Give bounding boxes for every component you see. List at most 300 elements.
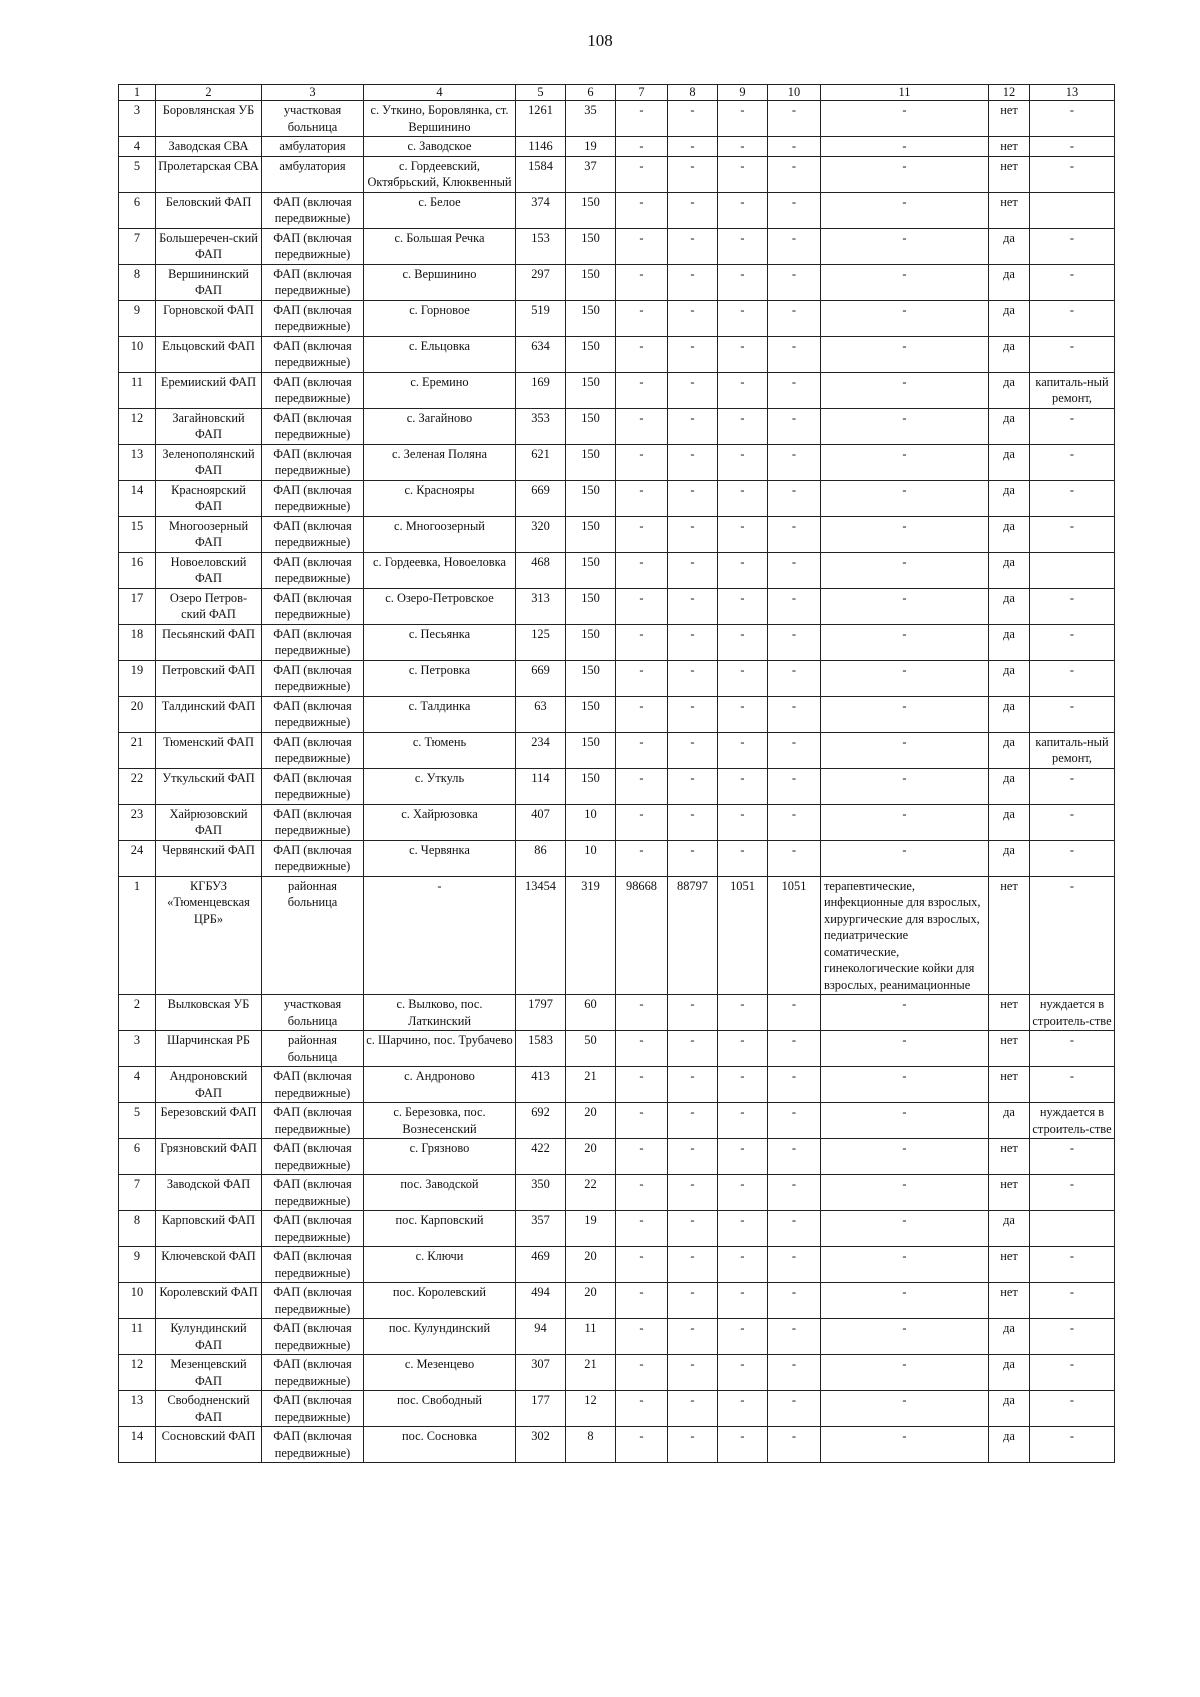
table-cell: 150 <box>566 480 616 516</box>
table-cell: ФАП (включая передвижные) <box>262 624 364 660</box>
table-row <box>119 408 1115 444</box>
table-cell: 10 <box>566 840 616 876</box>
table-cell: - <box>1030 1175 1115 1211</box>
table-cell: 114 <box>516 768 566 804</box>
table-cell: Мезенцевский ФАП <box>156 1355 262 1391</box>
table-cell: 14 <box>119 480 156 516</box>
table-cell: Ключевской ФАП <box>156 1247 262 1283</box>
table-cell: 1146 <box>516 137 566 157</box>
table-cell: - <box>718 804 768 840</box>
table-cell: Беловский ФАП <box>156 192 262 228</box>
table-cell: 94 <box>516 1319 566 1355</box>
table-cell: 150 <box>566 696 616 732</box>
table-cell: - <box>718 1427 768 1463</box>
table-cell: Грязновский ФАП <box>156 1139 262 1175</box>
table-row <box>119 1211 1115 1247</box>
table-cell: - <box>616 1103 668 1139</box>
table-cell: 150 <box>566 588 616 624</box>
table-cell: 60 <box>566 995 616 1031</box>
table-cell: - <box>616 516 668 552</box>
table-cell: 1584 <box>516 156 566 192</box>
table-row <box>119 1391 1115 1427</box>
table-cell: нет <box>989 1283 1030 1319</box>
table-cell: нет <box>989 1067 1030 1103</box>
table-cell: 150 <box>566 624 616 660</box>
table-cell: - <box>616 624 668 660</box>
table-row <box>119 1103 1115 1139</box>
table-cell: нет <box>989 876 1030 995</box>
table-cell: - <box>768 840 821 876</box>
table-cell: 1051 <box>768 876 821 995</box>
table-cell: да <box>989 1211 1030 1247</box>
table-cell: 150 <box>566 768 616 804</box>
table-cell: - <box>616 1283 668 1319</box>
table-cell: - <box>768 768 821 804</box>
table-cell: 413 <box>516 1067 566 1103</box>
table-cell: - <box>821 516 989 552</box>
table-cell: с. Загайново <box>364 408 516 444</box>
table-cell: - <box>821 995 989 1031</box>
table-cell: 6 <box>119 1139 156 1175</box>
table-cell: ФАП (включая передвижные) <box>262 1103 364 1139</box>
table-cell: 22 <box>566 1175 616 1211</box>
table-cell: 150 <box>566 372 616 408</box>
table-cell: с. Мезенцево <box>364 1355 516 1391</box>
table-row <box>119 840 1115 876</box>
table-cell: Шарчинская РБ <box>156 1031 262 1067</box>
table-cell: 8 <box>566 1427 616 1463</box>
column-header: 5 <box>516 85 566 101</box>
table-cell: 20 <box>119 696 156 732</box>
table-cell: - <box>821 1103 989 1139</box>
table-cell: - <box>768 588 821 624</box>
table-cell: да <box>989 444 1030 480</box>
table-cell: - <box>1030 300 1115 336</box>
table-cell: - <box>821 1355 989 1391</box>
table-cell: нет <box>989 101 1030 137</box>
table-cell: - <box>668 588 718 624</box>
table-cell: терапевтические, инфекционные для взрослых, хирургические для взрослых, педиатрические соматические, гинекологические койки для взрослых, реанимационные <box>821 876 989 995</box>
table-cell <box>1030 552 1115 588</box>
table-cell: - <box>668 1391 718 1427</box>
table-cell: - <box>616 1355 668 1391</box>
table-cell: с. Зеленая Поляна <box>364 444 516 480</box>
table-cell: - <box>821 1319 989 1355</box>
table-cell: Свободненский ФАП <box>156 1391 262 1427</box>
table-cell: - <box>718 264 768 300</box>
table-cell: 302 <box>516 1427 566 1463</box>
table-cell: - <box>821 1175 989 1211</box>
table-cell: ФАП (включая передвижные) <box>262 444 364 480</box>
table-cell: - <box>1030 696 1115 732</box>
table-cell: - <box>768 1031 821 1067</box>
table-cell: Вылковская УБ <box>156 995 262 1031</box>
table-cell: - <box>616 480 668 516</box>
table-cell: - <box>616 444 668 480</box>
table-cell: - <box>1030 876 1115 995</box>
table-cell: амбулатория <box>262 137 364 157</box>
table-cell: 125 <box>516 624 566 660</box>
table-cell: - <box>668 1319 718 1355</box>
table-cell: - <box>616 1391 668 1427</box>
table-cell: 150 <box>566 660 616 696</box>
table-cell: - <box>718 552 768 588</box>
column-header: 2 <box>156 85 262 101</box>
table-cell: Андроновский ФАП <box>156 1067 262 1103</box>
table-cell: - <box>821 264 989 300</box>
table-cell: - <box>718 840 768 876</box>
table-cell: - <box>668 1211 718 1247</box>
table-cell: 1051 <box>718 876 768 995</box>
table-cell: - <box>668 444 718 480</box>
table-cell: - <box>668 840 718 876</box>
table-cell: нет <box>989 192 1030 228</box>
table-cell: Песьянский ФАП <box>156 624 262 660</box>
table-cell: - <box>768 372 821 408</box>
table-cell: - <box>1030 1283 1115 1319</box>
table-cell: - <box>668 804 718 840</box>
table-cell: 98668 <box>616 876 668 995</box>
column-header: 11 <box>821 85 989 101</box>
table-cell: - <box>821 1031 989 1067</box>
table-cell: - <box>1030 1139 1115 1175</box>
table-cell: - <box>718 444 768 480</box>
table-cell: 21 <box>566 1067 616 1103</box>
table-cell: 313 <box>516 588 566 624</box>
table-cell: да <box>989 840 1030 876</box>
table-cell: 6 <box>119 192 156 228</box>
table-cell: - <box>718 1067 768 1103</box>
table-row <box>119 1139 1115 1175</box>
table-cell: - <box>1030 1247 1115 1283</box>
table-cell: нет <box>989 1031 1030 1067</box>
table-cell: 4 <box>119 137 156 157</box>
table-cell: Хайрюзовский ФАП <box>156 804 262 840</box>
table-cell: 37 <box>566 156 616 192</box>
table-cell: да <box>989 1319 1030 1355</box>
table-cell: - <box>718 480 768 516</box>
table-cell: 10 <box>119 336 156 372</box>
table-cell: Красноярский ФАП <box>156 480 262 516</box>
table-cell: - <box>668 516 718 552</box>
table-cell: - <box>718 660 768 696</box>
table-cell: - <box>1030 624 1115 660</box>
table-cell: - <box>616 1067 668 1103</box>
table-cell: 20 <box>566 1139 616 1175</box>
table-cell: - <box>718 192 768 228</box>
table-cell: - <box>768 1355 821 1391</box>
table-cell: Новоеловский ФАП <box>156 552 262 588</box>
table-cell: - <box>616 264 668 300</box>
table-cell: районная больница <box>262 876 364 995</box>
table-cell: с. Петровка <box>364 660 516 696</box>
table-cell: - <box>768 1211 821 1247</box>
table-cell: да <box>989 552 1030 588</box>
table-row <box>119 768 1115 804</box>
table-cell: Большеречен-ский ФАП <box>156 228 262 264</box>
table-cell: - <box>668 552 718 588</box>
table-row <box>119 995 1115 1031</box>
table-row <box>119 1355 1115 1391</box>
table-cell: с. Вершинино <box>364 264 516 300</box>
table-cell: Уткульский ФАП <box>156 768 262 804</box>
table-cell: с. Хайрюзовка <box>364 804 516 840</box>
table-cell: - <box>821 768 989 804</box>
column-header: 6 <box>566 85 616 101</box>
table-cell: 9 <box>119 1247 156 1283</box>
table-cell: - <box>768 408 821 444</box>
table-cell: - <box>821 300 989 336</box>
table-cell: пос. Кулундинский <box>364 1319 516 1355</box>
table-cell: пос. Свободный <box>364 1391 516 1427</box>
table-cell: - <box>616 1031 668 1067</box>
table-cell: - <box>1030 840 1115 876</box>
table-cell: 19 <box>566 1211 616 1247</box>
table-cell: - <box>768 516 821 552</box>
table-cell: - <box>768 228 821 264</box>
table-cell: - <box>821 624 989 660</box>
table-cell: - <box>768 192 821 228</box>
table-cell: - <box>768 1139 821 1175</box>
table-cell: 11 <box>566 1319 616 1355</box>
table-cell: - <box>821 192 989 228</box>
table-cell: да <box>989 228 1030 264</box>
table-cell: Заводская СВА <box>156 137 262 157</box>
table-cell: ФАП (включая передвижные) <box>262 1247 364 1283</box>
table-row <box>119 480 1115 516</box>
table-cell: - <box>768 480 821 516</box>
table-cell: нет <box>989 137 1030 157</box>
table-cell: - <box>768 1391 821 1427</box>
table-cell: - <box>821 1139 989 1175</box>
table-cell: - <box>821 660 989 696</box>
table-cell: - <box>616 840 668 876</box>
table-cell: - <box>1030 804 1115 840</box>
table-cell: - <box>616 552 668 588</box>
table-cell: - <box>718 1103 768 1139</box>
table-cell: Многоозерный ФАП <box>156 516 262 552</box>
table-cell: - <box>616 1247 668 1283</box>
table-row <box>119 588 1115 624</box>
table-cell: да <box>989 516 1030 552</box>
table-cell: 150 <box>566 336 616 372</box>
table-cell: - <box>718 1247 768 1283</box>
table-cell: 350 <box>516 1175 566 1211</box>
table-cell: - <box>668 660 718 696</box>
table-cell: ФАП (включая передвижные) <box>262 300 364 336</box>
table-cell: - <box>821 156 989 192</box>
table-cell: 150 <box>566 300 616 336</box>
table-cell: 669 <box>516 480 566 516</box>
table-cell: пос. Сосновка <box>364 1427 516 1463</box>
table-cell: - <box>616 101 668 137</box>
table-cell: 407 <box>516 804 566 840</box>
table-cell: пос. Королевский <box>364 1283 516 1319</box>
table-cell: 669 <box>516 660 566 696</box>
table-cell: нет <box>989 1247 1030 1283</box>
table-cell: 12 <box>566 1391 616 1427</box>
table-cell: - <box>1030 1319 1115 1355</box>
table-cell: ФАП (включая передвижные) <box>262 1139 364 1175</box>
column-header: 3 <box>262 85 364 101</box>
table-cell: - <box>821 732 989 768</box>
table-cell: 35 <box>566 101 616 137</box>
table-cell: 634 <box>516 336 566 372</box>
table-cell: Озеро Петров-ский ФАП <box>156 588 262 624</box>
table-cell: - <box>768 1067 821 1103</box>
table-cell: - <box>1030 444 1115 480</box>
table-cell: - <box>616 1175 668 1211</box>
table-cell: 177 <box>516 1391 566 1427</box>
table-cell: - <box>718 156 768 192</box>
table-cell: - <box>718 1355 768 1391</box>
table-cell: - <box>718 1283 768 1319</box>
table-cell: - <box>616 732 668 768</box>
table-cell: ФАП (включая передвижные) <box>262 480 364 516</box>
table-cell: - <box>616 1319 668 1355</box>
table-cell: ФАП (включая передвижные) <box>262 840 364 876</box>
table-cell: - <box>668 1283 718 1319</box>
table-cell: - <box>821 1247 989 1283</box>
table-cell: да <box>989 408 1030 444</box>
table-cell: да <box>989 336 1030 372</box>
column-header: 4 <box>364 85 516 101</box>
table-cell: 150 <box>566 228 616 264</box>
table-cell: 63 <box>516 696 566 732</box>
table-cell: 150 <box>566 732 616 768</box>
table-cell: Зеленополянский ФАП <box>156 444 262 480</box>
table-row <box>119 1247 1115 1283</box>
table-cell: - <box>821 1067 989 1103</box>
table-cell: - <box>768 1319 821 1355</box>
column-header: 1 <box>119 85 156 101</box>
table-cell: с. Еремино <box>364 372 516 408</box>
table-cell: 4 <box>119 1067 156 1103</box>
table-cell: ФАП (включая передвижные) <box>262 660 364 696</box>
table-cell: - <box>718 696 768 732</box>
table-cell: 319 <box>566 876 616 995</box>
table-cell: ФАП (включая передвижные) <box>262 732 364 768</box>
table-cell: - <box>1030 1031 1115 1067</box>
table-cell: Талдинский ФАП <box>156 696 262 732</box>
table-row <box>119 101 1115 137</box>
table-cell: да <box>989 264 1030 300</box>
table-cell: - <box>821 408 989 444</box>
table-cell: - <box>768 1175 821 1211</box>
table-cell: 21 <box>566 1355 616 1391</box>
table-cell: да <box>989 300 1030 336</box>
table-cell: - <box>1030 137 1115 157</box>
table-cell: ФАП (включая передвижные) <box>262 336 364 372</box>
table-cell: - <box>768 1427 821 1463</box>
table-cell: 621 <box>516 444 566 480</box>
table-cell: с. Озеро-Петровское <box>364 588 516 624</box>
table-cell: 150 <box>566 552 616 588</box>
table-cell: - <box>821 480 989 516</box>
table-cell: 15 <box>119 516 156 552</box>
table-cell: - <box>718 101 768 137</box>
table-cell: с. Уткино, Боровлянка, ст. Вершинино <box>364 101 516 137</box>
table-cell: 14 <box>119 1427 156 1463</box>
table-cell: 234 <box>516 732 566 768</box>
table-cell: - <box>768 101 821 137</box>
table-cell: с. Уткуль <box>364 768 516 804</box>
table-cell: - <box>1030 156 1115 192</box>
table-cell: 50 <box>566 1031 616 1067</box>
table-body <box>119 101 1115 1463</box>
table-cell: ФАП (включая передвижные) <box>262 696 364 732</box>
table-cell: да <box>989 480 1030 516</box>
table-row <box>119 804 1115 840</box>
table-cell: да <box>989 660 1030 696</box>
table-cell: 18 <box>119 624 156 660</box>
table-cell: - <box>668 768 718 804</box>
table-cell: 86 <box>516 840 566 876</box>
table-cell: Загайновский ФАП <box>156 408 262 444</box>
table-cell: Горновской ФАП <box>156 300 262 336</box>
table-cell: с. Большая Речка <box>364 228 516 264</box>
table-cell: - <box>718 228 768 264</box>
table-cell: 9 <box>119 300 156 336</box>
table-cell: да <box>989 1427 1030 1463</box>
table-cell: - <box>718 137 768 157</box>
table-cell: 150 <box>566 264 616 300</box>
column-header: 12 <box>989 85 1030 101</box>
table-row <box>119 372 1115 408</box>
table-cell: - <box>616 768 668 804</box>
table-cell: - <box>1030 768 1115 804</box>
table-cell: - <box>668 1247 718 1283</box>
table-cell: 1261 <box>516 101 566 137</box>
table-cell: с. Гордеевка, Новоеловка <box>364 552 516 588</box>
table-cell: 357 <box>516 1211 566 1247</box>
table-cell: - <box>821 137 989 157</box>
table-cell: - <box>668 696 718 732</box>
table-cell: - <box>1030 1391 1115 1427</box>
column-header: 7 <box>616 85 668 101</box>
table-cell: 307 <box>516 1355 566 1391</box>
table-row <box>119 1067 1115 1103</box>
table-cell: 8 <box>119 264 156 300</box>
table-cell: районная больница <box>262 1031 364 1067</box>
table-cell: - <box>616 696 668 732</box>
table-cell: Тюменский ФАП <box>156 732 262 768</box>
table-cell: нуждается в строитель-стве <box>1030 995 1115 1031</box>
table-cell: с. Шарчино, пос. Трубачево <box>364 1031 516 1067</box>
table-cell: - <box>668 732 718 768</box>
table-row <box>119 1427 1115 1463</box>
table-cell: 3 <box>119 1031 156 1067</box>
table-cell: с. Гордеевский, Октябрьский, Клюквенный <box>364 156 516 192</box>
table-cell: да <box>989 696 1030 732</box>
table-cell: - <box>768 995 821 1031</box>
table-cell: с. Тюмень <box>364 732 516 768</box>
table-cell: 469 <box>516 1247 566 1283</box>
table-cell: да <box>989 804 1030 840</box>
table-row <box>119 1031 1115 1067</box>
table-row <box>119 1175 1115 1211</box>
table-cell: Королевский ФАП <box>156 1283 262 1319</box>
table-cell: - <box>616 804 668 840</box>
table-cell: - <box>718 732 768 768</box>
table-cell: - <box>668 480 718 516</box>
table-cell: ФАП (включая передвижные) <box>262 1211 364 1247</box>
table-cell: Червянский ФАП <box>156 840 262 876</box>
table-cell: - <box>616 336 668 372</box>
table-cell: - <box>668 624 718 660</box>
table-cell: ФАП (включая передвижные) <box>262 768 364 804</box>
table-row <box>119 264 1115 300</box>
